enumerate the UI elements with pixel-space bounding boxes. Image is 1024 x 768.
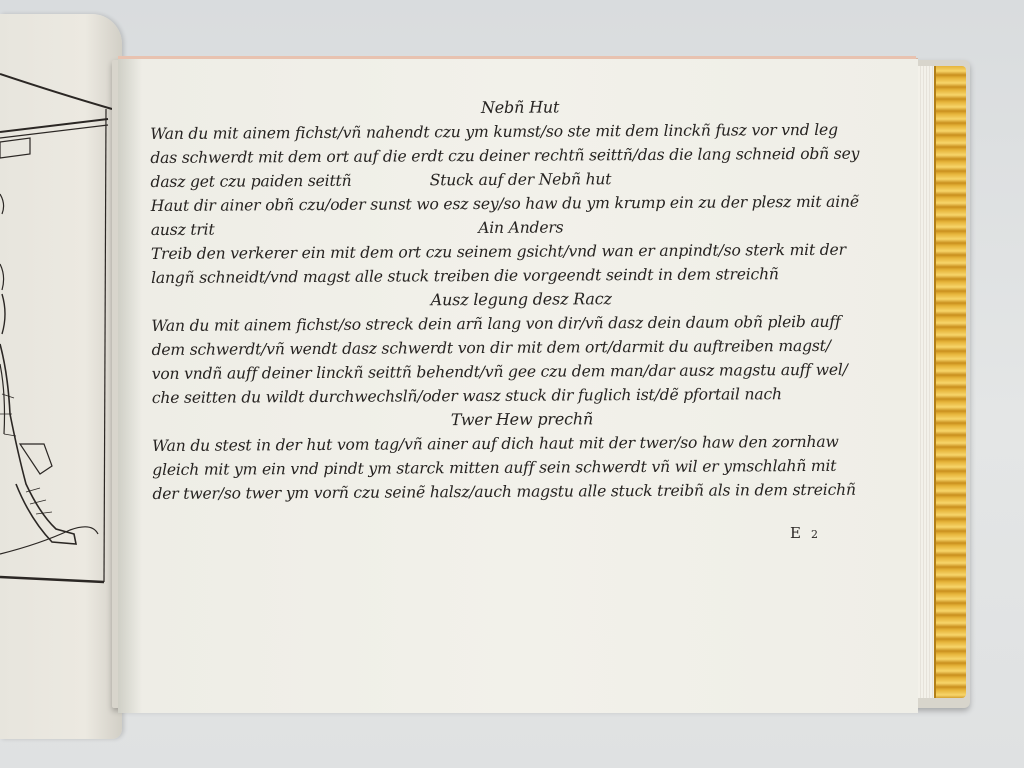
text-line: Wan du mit ainem fichst/so streck dein arñ lang von dir/vñ dasz dein daum obñ pleib auff	[151, 312, 841, 335]
text-line-with-heading	[151, 213, 891, 242]
text-line: von vndñ auff deiner linckñ seittñ behendt/vñ gee czu dem man/dar ausz magstu auff wel/	[151, 360, 848, 383]
text-line: Treib den verkerer ein mit dem ort czu seinem gsicht/vnd wan er anpindt/so sterk mit der	[150, 240, 846, 263]
text-line: Haut dir ainer obñ czu/oder sunst wo esz sey/so haw du ym krump ein zu der plesz mit ainẽ	[150, 192, 859, 215]
text-line: Wan du stest in der hut vom tag/vñ ainer auf dich haut mit der twer/so haw den zornhaw	[152, 432, 839, 455]
signature-letter: E	[790, 524, 801, 542]
signature-mark	[790, 524, 818, 542]
left-page	[0, 14, 122, 739]
text-line: der twer/so twer ym vorñ czu seinẽ halsz/auch magstu alle stuck treibñ als in dem streichñ	[152, 480, 856, 503]
text-line: ausz trit	[150, 220, 215, 239]
signature-number: 2	[810, 528, 818, 541]
woodcut-illustration	[0, 14, 122, 739]
red-top-edge	[118, 56, 916, 59]
text-line: gleich mit ym ein vnd pindt ym starck mitten auff sein schwerdt vñ wil er ymschlahñ mit	[152, 456, 837, 479]
text-line: dem schwerdt/vñ wendt dasz schwerdt von dir mit dem ort/darmit du auftreiben magst/	[151, 336, 831, 359]
text-line: Wan du mit ainem fichst/vñ nahendt czu ym kumst/so ste mit dem linckñ fusz vor vnd leg	[150, 120, 838, 143]
page-text	[150, 93, 892, 506]
section-heading: Stuck auf der Nebñ hut	[429, 170, 612, 190]
text-line: dasz get czu paiden seittñ	[150, 171, 352, 191]
text-line: che seitten du wildt durchwechslñ/oder wasz stuck dir fuglich ist/dẽ pfortail nach	[151, 385, 782, 407]
gilt-fore-edge	[934, 66, 966, 698]
section-heading: Ain Anders	[478, 218, 564, 237]
text-line: das schwerdt mit dem ort auf die erdt czu deiner rechtñ seittñ/das die lang schneid obñ sey	[150, 144, 860, 167]
section-heading: Nebñ Hut	[480, 97, 560, 117]
section-heading: Twer Hew prechñ	[450, 409, 594, 430]
text-line: langñ schneidt/vnd magst alle stuck treiben die vorgeendt seindt in dem streichñ	[151, 265, 779, 287]
section-heading: Ausz legung desz Racz	[430, 289, 612, 310]
text-line-with-heading	[150, 165, 890, 194]
